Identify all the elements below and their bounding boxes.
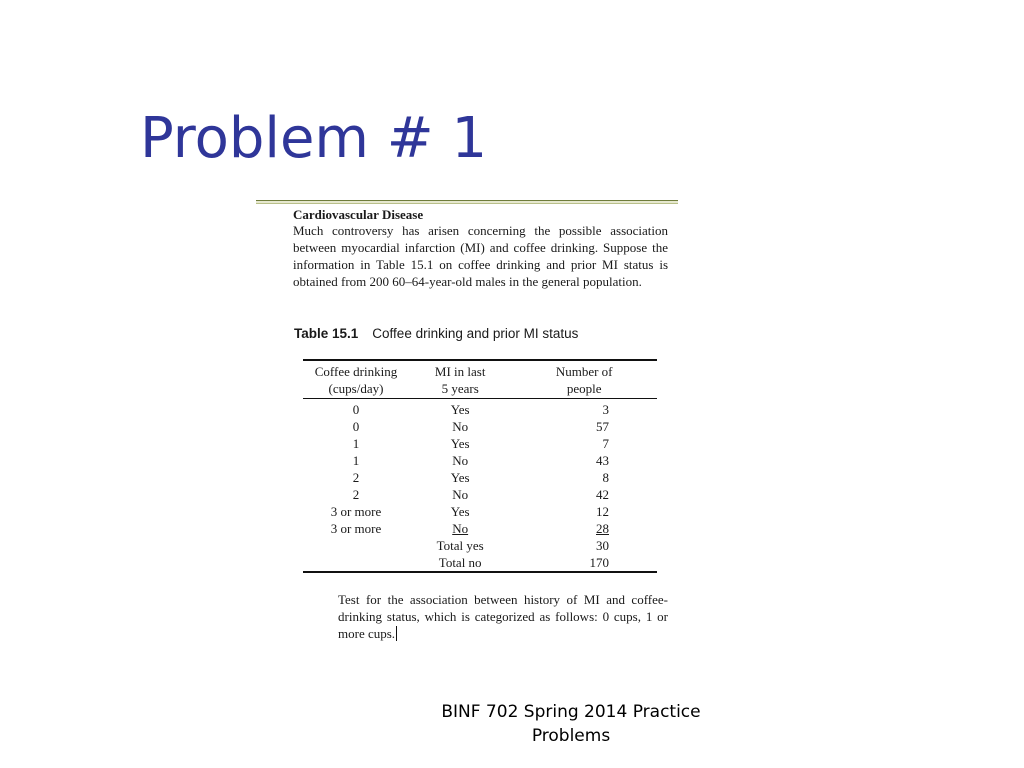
table-row [303, 486, 657, 503]
header-number-of-people [511, 360, 657, 399]
cell-mi: Yes [450, 402, 470, 417]
cell-coffee: 1 [352, 453, 360, 468]
cell-coffee: 3 or more [330, 521, 382, 536]
cell-coffee: 1 [352, 436, 360, 451]
table-row [303, 469, 657, 486]
header-mi-line2: 5 years [441, 381, 479, 396]
slide-title: Problem # 1 [140, 106, 488, 171]
cell-count: 3 [602, 402, 609, 417]
header-count-line1: Number of [555, 364, 613, 379]
table-caption [294, 325, 578, 343]
cell-count: 7 [602, 436, 609, 451]
cell-empty [303, 537, 409, 554]
cell-mi: Yes [450, 436, 470, 451]
cell-mi: Yes [450, 470, 470, 485]
header-mi-status [409, 360, 511, 399]
header-coffee-line1: Coffee drinking [314, 364, 398, 379]
cell-mi: No [452, 487, 469, 502]
cell-mi: No [452, 419, 469, 434]
total-label: Total no [438, 555, 482, 570]
cell-mi: No [452, 453, 469, 468]
table-row [303, 435, 657, 452]
cell-coffee: 0 [352, 402, 360, 417]
coffee-mi-table [303, 359, 657, 573]
cell-count: 57 [596, 419, 609, 434]
cell-empty [303, 554, 409, 572]
table-label: Table 15.1 [294, 326, 359, 341]
cell-count: 43 [596, 453, 609, 468]
total-count: 170 [589, 555, 609, 570]
header-count-line2: people [566, 381, 602, 396]
table-row [303, 503, 657, 520]
slide-footer: BINF 702 Spring 2014 Practice Problems [441, 702, 701, 746]
table-total-row [303, 537, 657, 554]
cell-coffee: 3 or more [330, 504, 382, 519]
table-row [303, 452, 657, 469]
header-coffee-drinking [303, 360, 409, 399]
cell-coffee: 0 [352, 419, 360, 434]
textbook-excerpt-image [256, 200, 678, 652]
cell-mi: No [452, 521, 469, 536]
total-count: 30 [596, 538, 609, 553]
cell-count [511, 520, 657, 537]
question-paragraph [338, 591, 668, 642]
table-row [303, 520, 657, 537]
header-coffee-line2: (cups/day) [328, 381, 384, 396]
cell-count: 8 [602, 470, 609, 485]
table-header-row [303, 360, 657, 399]
cell-count: 42 [596, 487, 609, 502]
cell-mi: Yes [450, 504, 470, 519]
table-row [303, 399, 657, 419]
table-title: Coffee drinking and prior MI status [372, 326, 579, 341]
total-label: Total yes [436, 538, 484, 553]
cell-count: 12 [596, 504, 609, 519]
cell-coffee: 2 [352, 470, 360, 485]
cell-count-underlined: 28 [596, 521, 609, 536]
intro-paragraph: Much controversy has arisen concerning the possible association between myocardial infarction (MI) and coffee drinking. Suppose the information in Table 15.1 on coffee drinking and prior MI status is obtained from 200 60–64-year-old males in the general population. [293, 223, 668, 289]
table-total-row [303, 554, 657, 572]
table-row [303, 418, 657, 435]
question-text: Test for the association between history of MI and coffee-drinking status, which is categorized as follows: 0 cups, 1 or more cups. [338, 592, 668, 641]
text-cursor [396, 626, 397, 641]
header-mi-line1: MI in last [434, 364, 486, 379]
excerpt-top-rule [256, 200, 678, 204]
section-heading: Cardiovascular Disease [293, 207, 424, 222]
cell-coffee: 2 [352, 487, 360, 502]
